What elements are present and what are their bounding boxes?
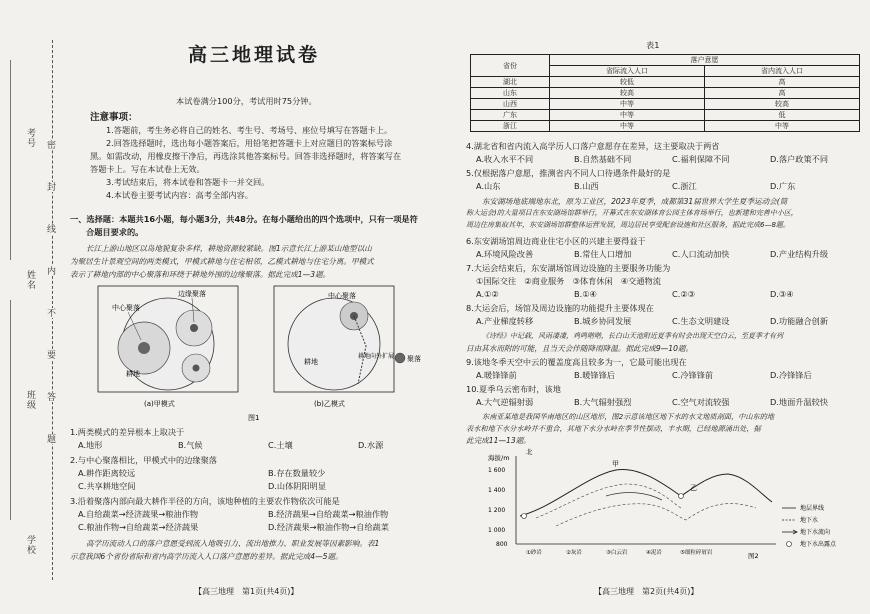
fig2-legend-flow: 地下水流向 xyxy=(800,529,831,536)
seal-word: 不 xyxy=(45,308,55,318)
q4-stem: 4.湖北省和省内流入高学历人口落户意愿存在差异，这主要取决于两省 xyxy=(466,141,720,151)
fig2-spring-1 xyxy=(522,514,527,519)
cell: 湖北 xyxy=(471,77,550,88)
q3-opt-c: C.粮油作物→自给蔬菜→经济蔬果 xyxy=(78,522,199,532)
fig2-rock-2: ②灰岩 xyxy=(566,550,582,556)
cell: 广东 xyxy=(471,110,550,121)
q6-opt-d: D.产业结构升级 xyxy=(770,249,829,259)
th-intra: 省内流入人口 xyxy=(705,66,860,77)
table-row xyxy=(471,77,860,88)
table-row xyxy=(471,121,860,132)
q5-opt-d: D.广东 xyxy=(770,181,796,191)
q4-opt-a: A.收入水平不同 xyxy=(476,154,534,164)
q3-opt-b: B.经济蔬果→自给蔬菜→粮油作物 xyxy=(268,509,389,519)
cell: 山东 xyxy=(471,88,550,99)
fig2-rock-1: ①砂岩 xyxy=(526,550,542,556)
fig2-rock-3: ③白云岩 xyxy=(606,550,628,556)
fig2-north: 北 xyxy=(526,448,533,456)
cell: 中等 xyxy=(550,99,705,110)
notice-4: 答题卡上。写在本试卷上无效。 xyxy=(90,164,205,174)
q7-opt-d: D.③④ xyxy=(770,289,794,299)
q1-opt-d: D.水源 xyxy=(358,440,384,450)
fig1-caption: 图1 xyxy=(248,414,260,422)
fig2-tick-1200: 1 200 xyxy=(488,507,506,514)
q7-opt-a: A.①② xyxy=(476,289,499,299)
q2-opt-b: B.存在数量较少 xyxy=(268,468,326,478)
q10-stem: 10.夏季乌云密布时，该地 xyxy=(466,384,561,394)
q1-opt-a: A.地形 xyxy=(78,440,103,450)
seal-word: 密 xyxy=(45,140,55,150)
fig1a-edge-label: 边缘聚落 xyxy=(178,290,206,298)
q9-opt-d: D.冷锋锋后 xyxy=(770,370,812,380)
q6-opt-c: C.人口流动加快 xyxy=(672,249,730,259)
cell: 较高 xyxy=(705,99,860,110)
fig2-legend-spring: 地下水出露点 xyxy=(800,541,837,548)
fig2-axis-label: 海拔/m xyxy=(488,454,510,462)
passage3-line1: 东安湖场地底端地东北，原为工业区，2023年夏季，成都第31届世界大学生夏季运动会(简 xyxy=(482,197,788,206)
right-footer: 【高三地理 第2页(共4页)】 xyxy=(594,587,699,596)
figure-2 xyxy=(466,446,862,562)
cell: 高 xyxy=(705,88,860,99)
q5-opt-a: A.山东 xyxy=(476,181,501,191)
passage1-line1: 长江上游山地区以岛地貌复杂多样，耕地资源较紧缺。图1示意长江上游某山地型以山 xyxy=(86,244,372,253)
notice-5: 3.考试结束后，将本试卷和答题卡一并交回。 xyxy=(106,177,270,187)
passage3-line2: 称大运会)的大量项目在东安湖场馆群举行，开幕式在东安湖体育公园主体育场举行，也新建和完善中小区， xyxy=(466,209,798,217)
fig2-water-table xyxy=(606,493,662,500)
section-one-line1: 一、选择题：本题共16小题，每小题3分，共48分。在每小题给出的四个选项中，只有一项是符 xyxy=(70,214,418,224)
fig1a-field-label: 耕地 xyxy=(126,370,140,378)
q9-opt-a: A.暖锋锋前 xyxy=(476,370,517,380)
fig2-tick-800: 800 xyxy=(496,541,508,548)
table-row xyxy=(471,110,860,121)
q5-opt-c: C.浙江 xyxy=(672,181,697,191)
passage5-line2: 表水和地下水分水岭并不重合，其地下水分水岭在季节性摆动，丰水期，已经地源涌出处，据 xyxy=(466,424,761,433)
name-label: 姓名 xyxy=(25,270,35,290)
q5-opt-b: B.山西 xyxy=(574,181,599,191)
fig2-tick-1600: 1 600 xyxy=(488,467,506,474)
fig1b-center-label: 中心聚落 xyxy=(328,292,356,300)
notice-heading: 注意事项： xyxy=(90,112,138,123)
seal-word: 封 xyxy=(45,182,55,192)
fig2-strata-2 xyxy=(556,504,756,526)
fig2-legend-spring-symbol xyxy=(787,542,792,547)
passage2-line1: 高学历流动人口的落户意愿受到流入地吸引力、流出地推力、职业发展等因素影响。表1 xyxy=(86,539,380,548)
kaohao-label: 考号 xyxy=(25,128,35,148)
cell: 山西 xyxy=(471,99,550,110)
passage1-line2: 为聚居生计景观空间的两类模式，甲模式耕地与住宅相邻，乙模式耕地与住宅分离。甲模式 xyxy=(70,257,374,266)
th-province: 省份 xyxy=(471,55,550,77)
notice-6: 4.本试卷主要考试内容：高考全部内容。 xyxy=(106,190,253,200)
q1-opt-c: C.土壤 xyxy=(268,440,293,450)
q1-opt-b: B.气候 xyxy=(178,440,203,450)
q4-opt-c: C.福利保障不同 xyxy=(672,154,730,164)
cell: 高 xyxy=(705,77,860,88)
q6-stem: 6.东安湖场馆周边商业住宅小区的兴建主要得益于 xyxy=(466,236,646,246)
fig2-point-yi: 乙 xyxy=(690,484,697,492)
q7-opt-b: B.①④ xyxy=(574,289,597,299)
q8-opt-b: B.城乡协同发展 xyxy=(574,316,632,326)
figure-1 xyxy=(96,284,421,424)
fig2-surface xyxy=(520,469,772,516)
q3-stem: 3.沿着聚落内部向最大耕作半径的方向，该地种植的主要农作物依次可能是 xyxy=(70,496,340,506)
seal-word: 题 xyxy=(45,434,55,444)
seal-word: 要 xyxy=(45,350,55,360)
fig1-legend-symbol xyxy=(395,353,405,363)
fig1b-field-label: 耕地 xyxy=(304,358,318,366)
fig2-strata-1 xyxy=(536,484,681,518)
fig1-legend-label: 聚落 xyxy=(407,355,421,363)
fig2-spring-2 xyxy=(679,494,684,499)
q2-opt-c: C.共享耕地空间 xyxy=(78,481,136,491)
q6-opt-b: B.常住人口增加 xyxy=(574,249,632,259)
q10-opt-c: C.空气对流较强 xyxy=(672,397,730,407)
fig2-point-jia: 甲 xyxy=(612,460,619,468)
seal-word: 答 xyxy=(45,392,55,402)
seal-word: 内 xyxy=(45,266,55,276)
cell: 中等 xyxy=(550,110,705,121)
q2-stem: 2.与中心聚落相比，甲模式中的边缘聚落 xyxy=(70,455,217,465)
fig2-legend-water: 地下水 xyxy=(800,517,819,524)
fig2-caption: 图2 xyxy=(748,552,759,560)
q5-stem: 5.仅根据落户意愿，推测省内不同人口待遇条件最好的是 xyxy=(466,168,671,178)
passage5-line1: 东南亚某地是我国华南地区的山区地形，图2示意该地区地下水的水文地质剖面，中山东的地 xyxy=(482,412,775,421)
exam-title: 高三地理试卷 xyxy=(188,44,321,66)
fig2-rock-5: ⑤细粒碎屑岩 xyxy=(680,550,713,556)
q3-opt-a: A.自给蔬菜→经济蔬果→粮油作物 xyxy=(78,509,199,519)
notice-1: 1.答题前，考生务必将自己的姓名、考生号、考场号、座位号填写在答题卡上。 xyxy=(106,125,393,135)
fig2-legend-stratum: 地层界线 xyxy=(800,505,825,512)
q7-stem: 7.大运会结束后，东安湖场馆周边设施的主要服务功能为 xyxy=(466,263,671,273)
cell: 低 xyxy=(705,110,860,121)
fig1b-caption: (b)乙模式 xyxy=(314,400,345,408)
school-label: 学校 xyxy=(25,535,35,555)
fig1a-center-label: 中心聚落 xyxy=(112,304,140,312)
q2-opt-a: A.耕作距离较远 xyxy=(78,468,136,478)
passage4-line1: 《诗经》中记载，风雨凄凄，鸡鸣喈喈，长白山天池附近夏季有时会出现天空白云，至夏季才有列 xyxy=(482,332,783,340)
th-group: 落户意愿 xyxy=(550,55,860,66)
fig2-tick-1000: 1 000 xyxy=(488,527,506,534)
cell: 中等 xyxy=(705,121,860,132)
q8-opt-c: C.生态文明建设 xyxy=(672,316,730,326)
fig1b-road-label: 耕地向外扩展 xyxy=(358,353,395,360)
notice-3: 黑。如需改动，用橡皮擦干净后，再选涂其他答案标号。回答非选择题时，将答案写在 xyxy=(90,151,402,161)
fig1a-caption: (a)甲模式 xyxy=(144,400,175,408)
q9-stem: 9.该地冬季天空中云的覆盖度高且较多为一，它最可能出现在 xyxy=(466,357,687,367)
q2-opt-d: D.山体阴阳明显 xyxy=(268,481,327,491)
notice-2: 2.回答选择题时，选出每小题答案后，用铅笔把答题卡上对应题目的答案标号涂 xyxy=(106,138,393,148)
q7-items: ①国际交往 ②商业服务 ③体育休闲 ④交通物流 xyxy=(476,276,661,286)
q9-opt-c: C.冷锋锋前 xyxy=(672,370,714,380)
table-row xyxy=(471,99,860,110)
seal-word: 线 xyxy=(45,224,55,234)
exam-subtitle: 本试卷满分100分，考试用时75分钟。 xyxy=(176,96,317,106)
q8-opt-d: D.功能融合创新 xyxy=(770,316,829,326)
fig2-rock-4: ④泥岩 xyxy=(646,550,662,556)
binding-strip xyxy=(0,0,62,614)
q1-stem: 1.两类模式的差异根本上取决于 xyxy=(70,427,185,437)
fig1a-edge-settlement-1 xyxy=(190,324,198,332)
q4-opt-b: B.自然基础不同 xyxy=(574,154,632,164)
th-inter: 省际流入人口 xyxy=(550,66,705,77)
q4-opt-d: D.落户政策不同 xyxy=(770,154,829,164)
table-title: 表1 xyxy=(646,40,660,50)
fig1a-center-settlement xyxy=(138,342,150,354)
cell: 浙江 xyxy=(471,121,550,132)
q3-opt-d: D.经济蔬果→粮油作物→自给蔬菜 xyxy=(268,522,389,532)
passage2-line2: 示意我国6个省份省际和省内高学历流入人口落户意愿的差异。据此完成4—5题。 xyxy=(70,552,343,561)
class-label: 班级 xyxy=(25,390,35,410)
passage1-line3: 表示了耕地内部的中心聚落和环绕于耕地外围的边缘聚落。据此完成1—3题。 xyxy=(70,270,331,279)
left-footer: 【高三地理 第1页(共4页)】 xyxy=(194,587,299,596)
cell: 较高 xyxy=(550,88,705,99)
q8-stem: 8.大运会后，场馆及周边设施的功能提升主要体现在 xyxy=(466,303,654,313)
section-one-line2: 合题目要求的。 xyxy=(86,227,144,237)
q10-opt-a: A.大气逆辐射弱 xyxy=(476,397,534,407)
q10-opt-d: D.地面升温较快 xyxy=(770,397,829,407)
passage3-line3: 周边住房集取其年，东安湖场馆群整体运营发展，周边居民享受配套设施和社区服务，据此完成6—8题。 xyxy=(466,221,790,229)
q6-opt-a: A.环境风险改善 xyxy=(476,249,534,259)
q9-opt-b: B.暖锋锋后 xyxy=(574,370,615,380)
q8-opt-a: A.产业梯度转移 xyxy=(476,316,534,326)
cell: 中等 xyxy=(550,121,705,132)
table-1 xyxy=(470,54,860,132)
name-line xyxy=(10,60,12,260)
q10-opt-b: B.大气辐射强烈 xyxy=(574,397,632,407)
fig2-tick-1400: 1 400 xyxy=(488,487,506,494)
q7-opt-c: C.②③ xyxy=(672,289,695,299)
table-row xyxy=(471,88,860,99)
passage4-line2: 日由其水而附的可能，且当天会伴随降雨降温。据此完成9—10题。 xyxy=(466,344,694,353)
cell: 较低 xyxy=(550,77,705,88)
fig1a-edge-settlement-2 xyxy=(193,365,200,372)
passage5-line3: 此完成11—13题。 xyxy=(466,436,531,445)
school-line xyxy=(10,300,12,520)
